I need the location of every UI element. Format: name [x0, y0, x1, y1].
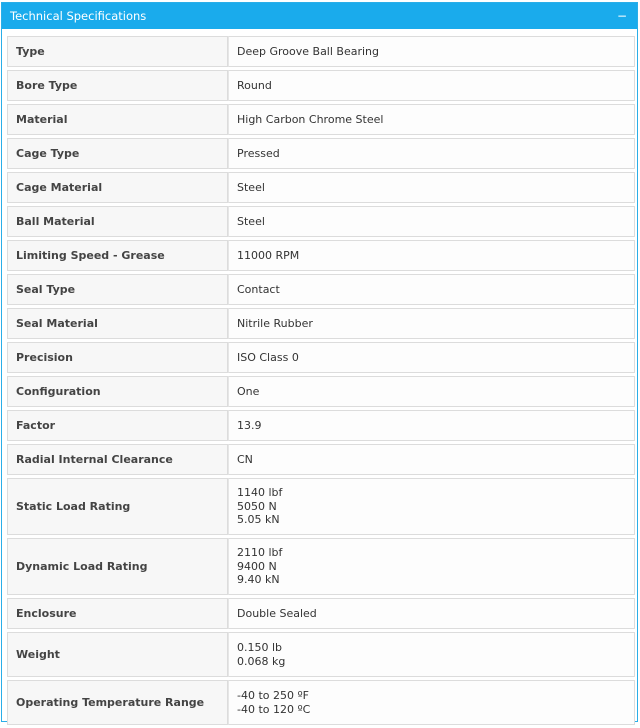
spec-label: Enclosure	[7, 598, 228, 629]
spec-value-line: 5.05 kN	[237, 513, 280, 527]
spec-row-factor	[7, 410, 635, 441]
spec-value: Round	[228, 70, 635, 101]
spec-value: Steel	[228, 172, 635, 203]
spec-label: Dynamic Load Rating	[7, 538, 228, 595]
spec-label: Weight	[7, 632, 228, 677]
spec-value: Nitrile Rubber	[228, 308, 635, 339]
spec-label: Type	[7, 36, 228, 67]
spec-row-ball-material	[7, 206, 635, 237]
spec-value: 13.9	[228, 410, 635, 441]
spec-value	[228, 538, 635, 595]
spec-value-line: 2110 lbf	[237, 546, 283, 560]
spec-value-line: 5050 N	[237, 499, 277, 513]
spec-row-bore-type	[7, 70, 635, 101]
spec-value	[228, 632, 635, 677]
spec-label: Operating Temperature Range	[7, 680, 228, 725]
spec-row-operating-temperature	[7, 680, 635, 725]
spec-value: High Carbon Chrome Steel	[228, 104, 635, 135]
spec-row-type	[7, 36, 635, 67]
spec-value: One	[228, 376, 635, 407]
spec-row-seal-type	[7, 274, 635, 305]
spec-value: Contact	[228, 274, 635, 305]
spec-row-seal-material	[7, 308, 635, 339]
spec-label: Static Load Rating	[7, 478, 228, 535]
spec-value	[228, 478, 635, 535]
spec-value-line: 9400 N	[237, 559, 277, 573]
spec-value-line: 1140 lbf	[237, 486, 283, 500]
spec-row-limiting-speed	[7, 240, 635, 271]
spec-label: Precision	[7, 342, 228, 373]
spec-value: Pressed	[228, 138, 635, 169]
spec-label: Seal Type	[7, 274, 228, 305]
spec-label: Configuration	[7, 376, 228, 407]
spec-label: Ball Material	[7, 206, 228, 237]
spec-row-static-load-rating	[7, 478, 635, 535]
spec-value	[228, 680, 635, 725]
spec-row-cage-type	[7, 138, 635, 169]
spec-table	[7, 33, 635, 728]
technical-specifications-panel	[1, 2, 638, 722]
spec-label: Bore Type	[7, 70, 228, 101]
spec-value: Deep Groove Ball Bearing	[228, 36, 635, 67]
spec-value: CN	[228, 444, 635, 475]
spec-value-line: -40 to 250 ºF	[237, 689, 310, 702]
spec-row-dynamic-load-rating	[7, 538, 635, 595]
spec-label: Factor	[7, 410, 228, 441]
spec-label: Cage Type	[7, 138, 228, 169]
spec-label: Limiting Speed - Grease	[7, 240, 228, 271]
spec-row-configuration	[7, 376, 635, 407]
spec-value-line: -40 to 120 ºC	[237, 702, 311, 716]
spec-row-weight	[7, 632, 635, 677]
spec-value-line: 0.068 kg	[237, 654, 286, 668]
spec-row-enclosure	[7, 598, 635, 629]
spec-label: Seal Material	[7, 308, 228, 339]
spec-label: Radial Internal Clearance	[7, 444, 228, 475]
spec-value: Double Sealed	[228, 598, 635, 629]
spec-value: 11000 RPM	[228, 240, 635, 271]
spec-value-line: 0.150 lb	[237, 641, 283, 654]
collapse-icon[interactable]: −	[616, 9, 627, 23]
spec-row-radial-clearance	[7, 444, 635, 475]
spec-row-precision	[7, 342, 635, 373]
spec-row-cage-material	[7, 172, 635, 203]
spec-label: Cage Material	[7, 172, 228, 203]
panel-header[interactable]	[2, 3, 637, 29]
spec-value-line: 9.40 kN	[237, 573, 280, 587]
panel-title: Technical Specifications	[10, 9, 147, 23]
spec-label: Material	[7, 104, 228, 135]
spec-row-material	[7, 104, 635, 135]
spec-value: ISO Class 0	[228, 342, 635, 373]
spec-value: Steel	[228, 206, 635, 237]
